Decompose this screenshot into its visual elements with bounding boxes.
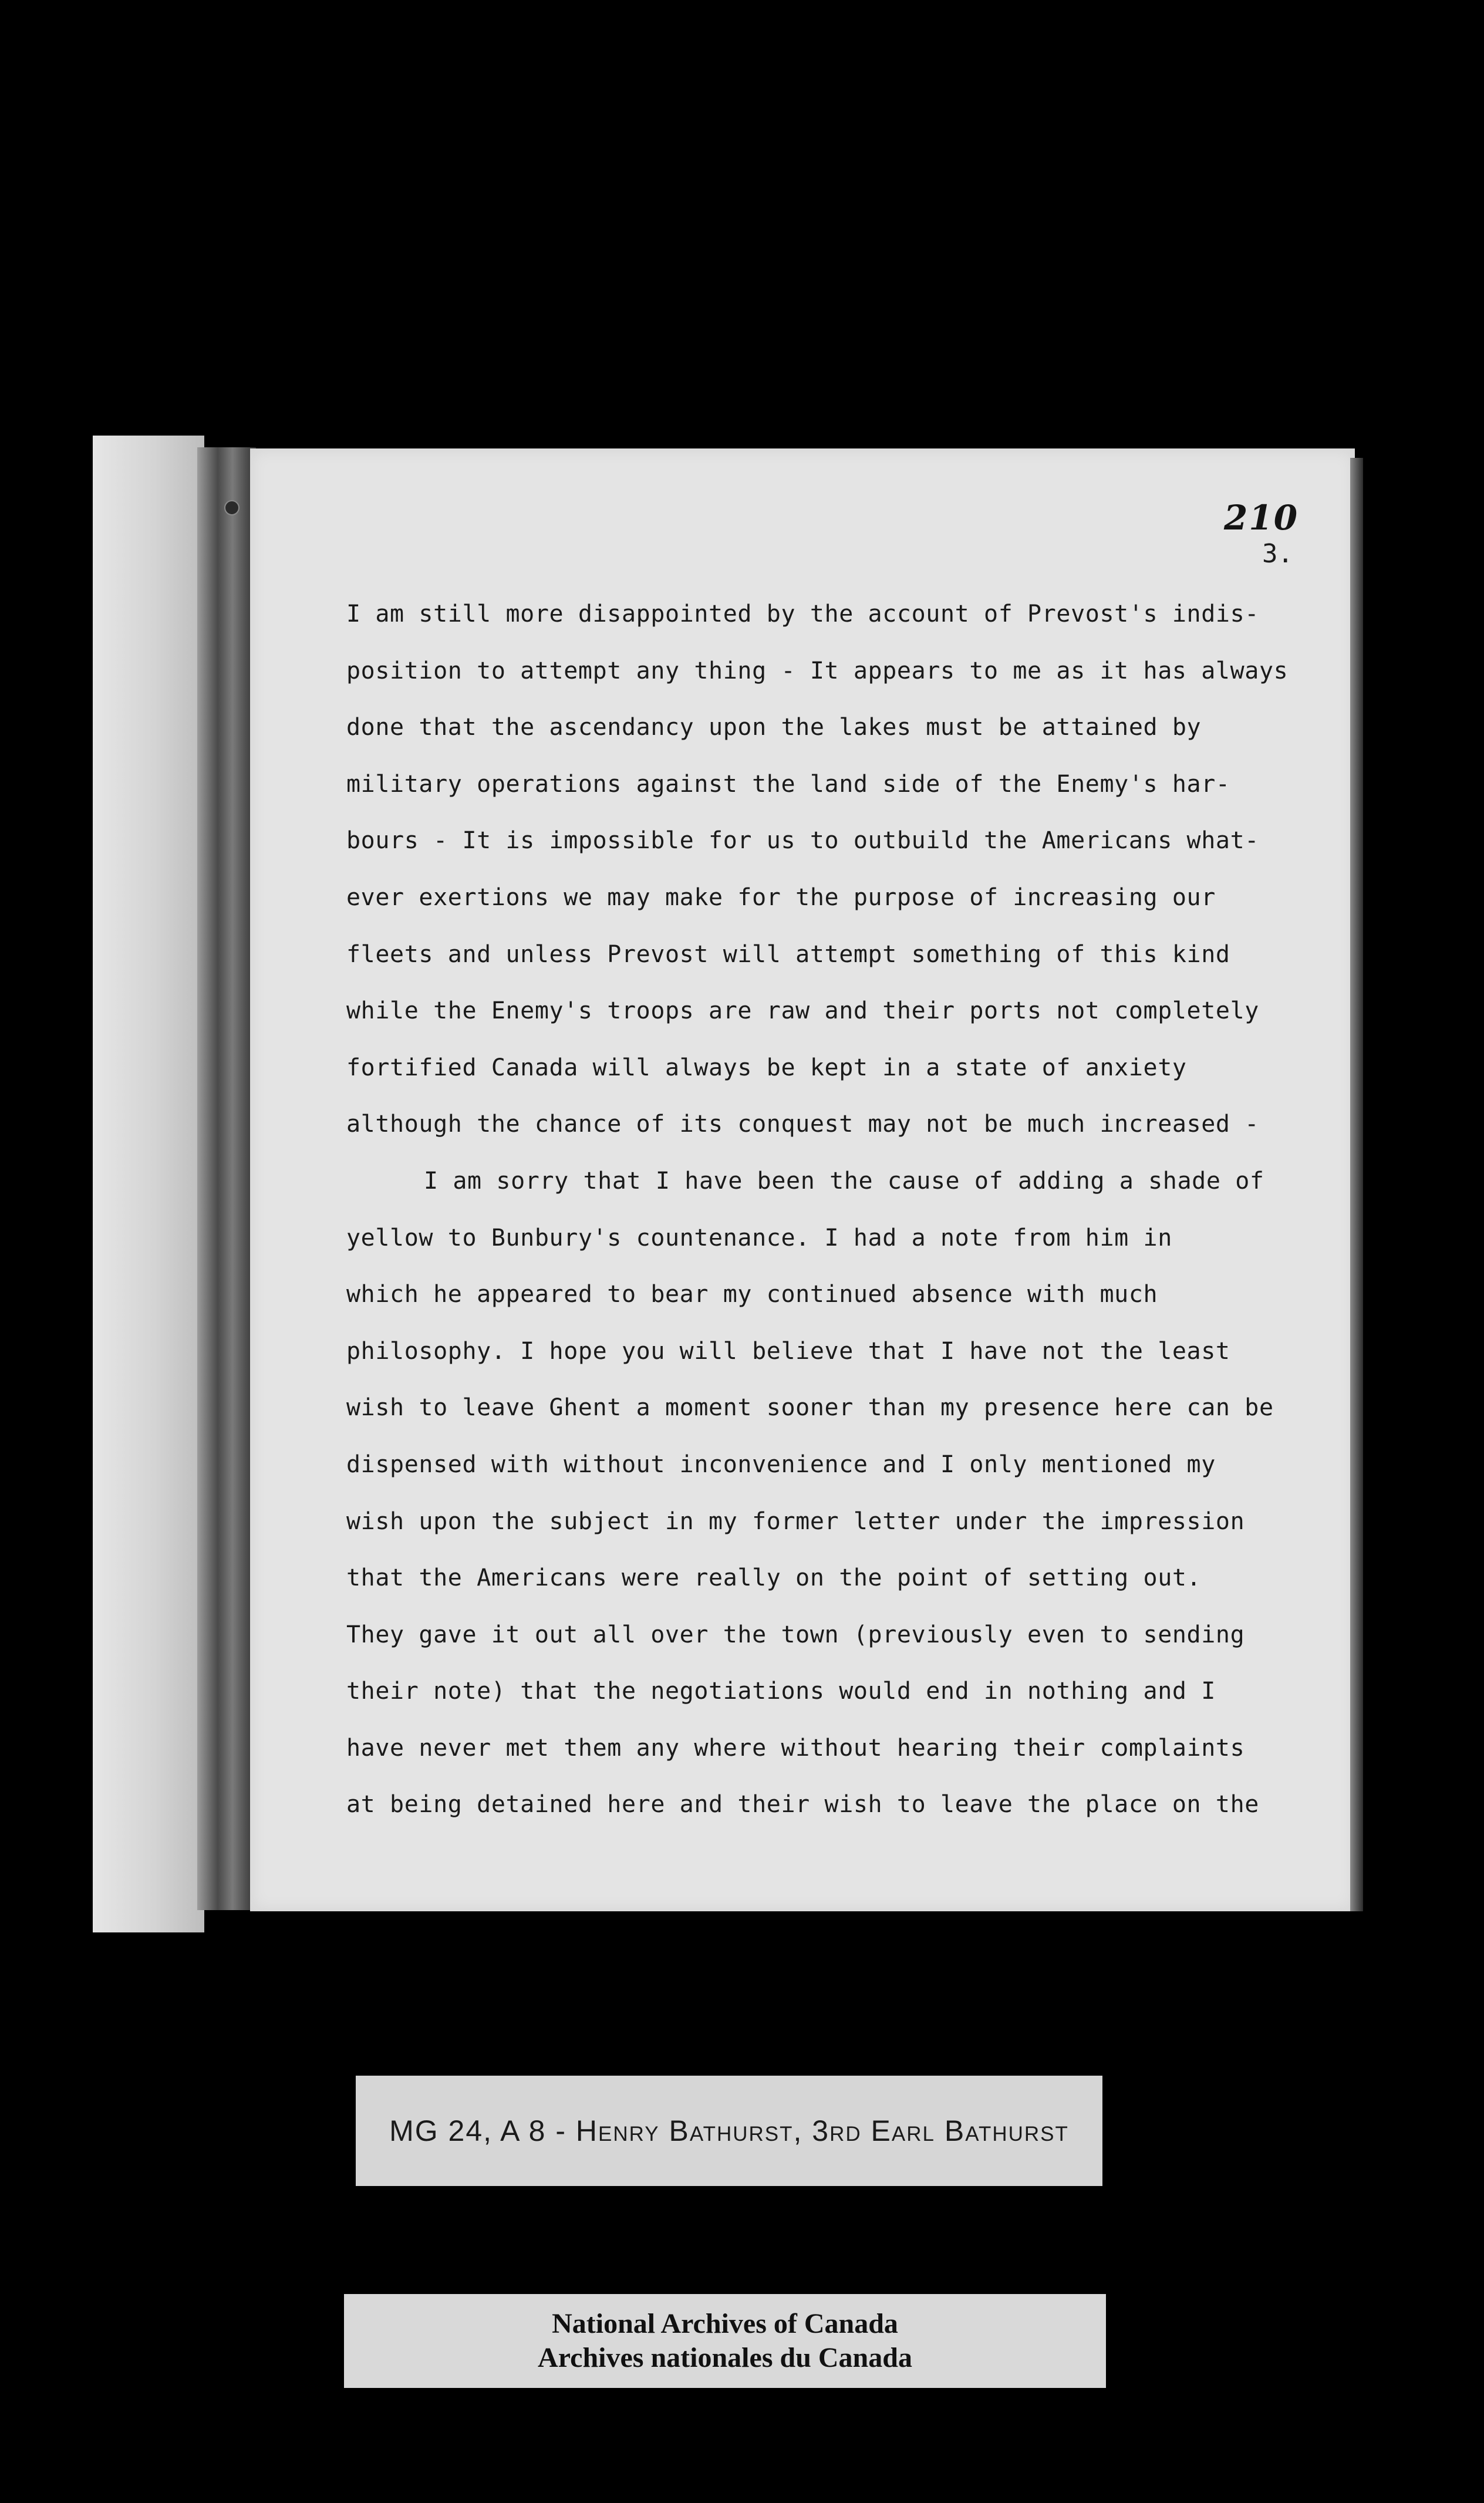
facing-page-edge: [93, 436, 204, 1932]
text-line: military operations against the land side of the Enemy's har-: [346, 770, 1230, 798]
text-line: although the chance of its conquest may not be much increased -: [346, 1111, 1259, 1138]
text-line: dispensed with without inconvenience and I only mentioned my: [346, 1450, 1216, 1478]
text-line: at being detained here and their wish to leave the place on the: [346, 1791, 1259, 1819]
archive-label: [344, 2294, 1106, 2388]
text-line: fortified Canada will always be kept in a state of anxiety: [346, 1054, 1187, 1081]
text-line: philosophy. I hope you will believe that I have not the least: [346, 1337, 1230, 1365]
text-line: wish upon the subject in my former letter under the impression: [346, 1507, 1245, 1535]
text-line: have never met them any where without hearing their complaints: [346, 1734, 1245, 1762]
page-edge-shadow: [1350, 458, 1363, 1911]
archive-name-french: Archives nationales du Canada: [538, 2342, 912, 2373]
text-line: ever exertions we may make for the purpose of increasing our: [346, 883, 1216, 911]
page-number: 3.: [1262, 539, 1293, 569]
text-line: I am sorry that I have been the cause of adding a shade of: [424, 1167, 1264, 1195]
text-line: done that the ascendancy upon the lakes must be attained by: [346, 714, 1202, 741]
text-line: I am still more disappointed by the account of Prevost's indis-: [346, 601, 1259, 628]
text-line: wish to leave Ghent a moment sooner than my presence here can be: [346, 1394, 1274, 1422]
text-line: fleets and unless Prevost will attempt something of this kind: [346, 940, 1230, 968]
collection-reference: MG 24, A 8 - Henry Bathurst, 3rd Earl Bathurst: [389, 2114, 1069, 2147]
text-line: bours - It is impossible for us to outbuild the Americans what-: [346, 827, 1259, 855]
text-line: yellow to Bunbury's countenance. I had a note from him in: [346, 1224, 1172, 1252]
folio-number: 210: [1224, 498, 1299, 538]
text-line: that the Americans were really on the point of setting out.: [346, 1564, 1202, 1592]
letter-body: [346, 586, 1344, 1833]
text-line: They gave it out all over the town (previously even to sending: [346, 1621, 1245, 1648]
archive-name-english: National Archives of Canada: [552, 2308, 898, 2339]
text-line: which he appeared to bear my continued absence with much: [346, 1281, 1158, 1308]
text-line: position to attempt any thing - It appears to me as it has always: [346, 657, 1289, 684]
collection-reference-label: [356, 2076, 1102, 2186]
text-line: their note) that the negotiations would end in nothing and I: [346, 1678, 1216, 1705]
text-line: while the Enemy's troops are raw and their ports not completely: [346, 997, 1259, 1025]
binding-rivet: [224, 500, 240, 515]
book-spine: [197, 447, 256, 1910]
